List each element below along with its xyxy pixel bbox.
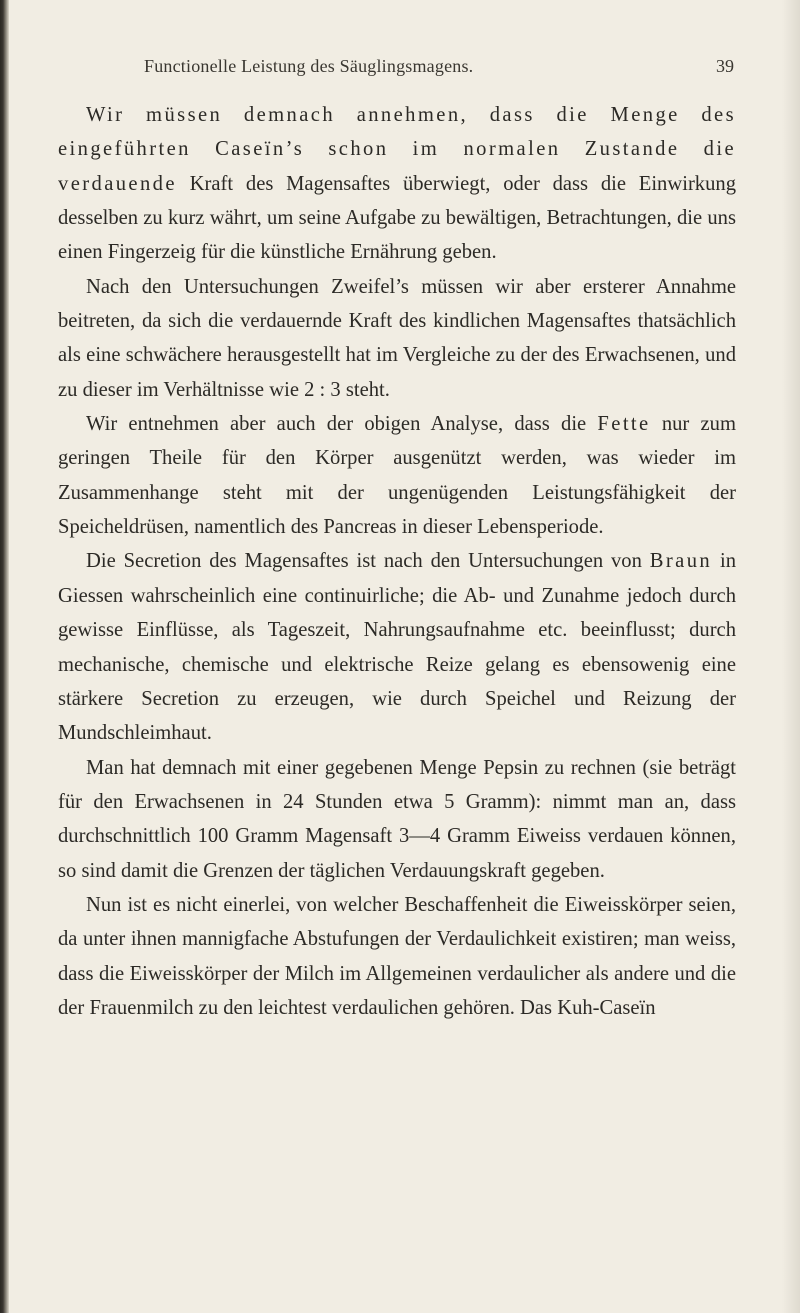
text-segment: in Giessen wahrscheinlich eine continuirliche; die Ab- und Zunahme jedoch durch gewisse Einflüsse, als Tageszeit, Nahrungsaufnahme etc. beeinflusst; durch mechanische, chemische und elektrische Reize gelang es ebensowenig eine stärkere Secretion zu erzeugen, wie durch Speichel und Reizung der Mundschleimhaut. bbox=[58, 550, 736, 745]
text-segment: Kraft des Magensaftes überwiegt, oder dass die Einwirkung desselben zu kurz währt, um seine Aufgabe zu bewältigen, Betrachtungen, die uns einen Fingerzeig für die künstliche Ernährung geben. bbox=[58, 172, 736, 264]
text-segment: Braun bbox=[649, 550, 713, 573]
text-segment: Fette bbox=[597, 413, 651, 436]
text-segment: Nach den Untersuchungen Zweifel’s müssen wir aber ersterer Annahme beitreten, da sich die verdauernde Kraft des kindlichen Magensaftes thatsächlich als eine schwächere herausgestellt hat im Vergleiche zu der des Erwachsenen, und zu dieser im Verhältnisse wie 2 : 3 steht. bbox=[58, 275, 736, 401]
text-segment: Nun ist es nicht einerlei, von welcher Beschaffenheit die Eiweisskörper seien, da unter ihnen mannigfache Abstufungen der Verdaulichkeit existiren; man weiss, dass die Eiweisskörper der Milch im Allgemeinen verdaulicher als andere und die der Frauenmilch zu den leichtest verdaulichen gehören. Das Kuh-Caseïn bbox=[58, 893, 736, 1019]
page-number: 39 bbox=[716, 56, 734, 76]
running-title: Functionelle Leistung des Säuglingsmagens. bbox=[144, 56, 474, 76]
paragraph bbox=[58, 270, 736, 407]
page-header bbox=[58, 56, 748, 86]
text-segment: Die Secretion des Magensaftes ist nach den Untersuchungen von bbox=[86, 550, 650, 573]
paragraph bbox=[58, 98, 736, 270]
text-segment: Wir entnehmen aber auch der obigen Analyse, dass die bbox=[86, 413, 598, 436]
paragraph bbox=[58, 544, 736, 750]
text-segment: Wir müssen demnach annehmen, dass die Menge des eingeführten Caseïn’s schon im normalen Zustande die verdauende bbox=[58, 104, 736, 195]
paragraph bbox=[58, 751, 736, 888]
text-segment: Man hat demnach mit einer gegebenen Menge Pepsin zu rechnen (sie beträgt für den Erwachsenen in 24 Stunden etwa 5 Gramm): nimmt man an, dass durchschnittlich 100 Gramm Magensaft 3—4 Gramm Eiweiss verdauen können, so sind damit die Grenzen der täglichen Verdauungskraft gegeben. bbox=[58, 756, 736, 882]
paragraph bbox=[58, 888, 736, 1025]
body-text bbox=[58, 98, 736, 1025]
page-shadow bbox=[782, 0, 800, 1313]
book-gutter-edge bbox=[0, 0, 9, 1313]
paragraph bbox=[58, 407, 736, 544]
text-segment: nur zum geringen Theile für den Körper ausgenützt werden, was wieder im Zusammenhange steht mit der ungenügenden Leistungsfähigkeit der Speicheldrüsen, namentlich des Pancreas in dieser Lebensperiode. bbox=[58, 413, 736, 539]
book-page bbox=[58, 56, 768, 1296]
